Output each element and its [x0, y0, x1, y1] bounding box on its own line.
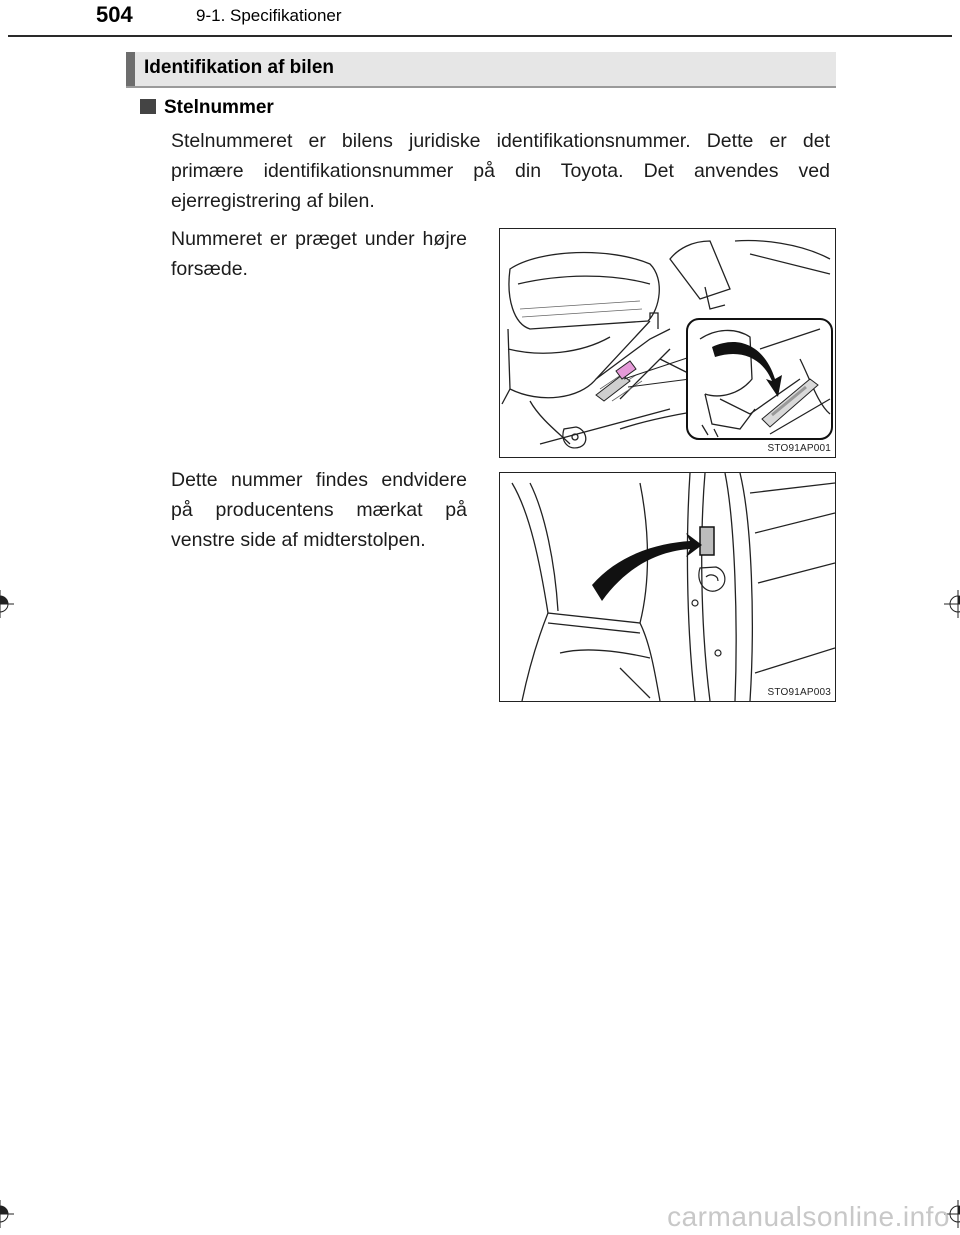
seat-illustration: [500, 229, 835, 457]
section-heading-bar: [126, 52, 836, 88]
registration-mark-icon: [0, 590, 14, 618]
location-paragraph-1: Nummeret er præget under højre forsæde.: [171, 228, 467, 280]
figure-pillar-label: [499, 472, 836, 702]
pillar-illustration: [500, 473, 835, 701]
section-title: 9-1. Specifikationer: [196, 6, 342, 25]
figure-code-2: STO91AP003: [767, 687, 831, 698]
heading-accent: [126, 52, 135, 86]
figure-code-1: STO91AP001: [767, 443, 831, 454]
subheading: [140, 97, 274, 119]
figure-seat-vin: [499, 228, 836, 458]
square-bullet-icon: [140, 99, 156, 114]
manufacturer-label-marker: [700, 527, 714, 555]
header-divider: [8, 35, 952, 37]
location-paragraph-2: Dette nummer findes endvidere på producentens mærkat på venstre side af midterstolpen.: [171, 469, 467, 551]
registration-mark-icon: [944, 590, 960, 618]
page-number: 504: [96, 2, 133, 27]
section-heading: Identifikation af bilen: [144, 57, 335, 78]
subheading-label: Stelnummer: [164, 97, 274, 118]
registration-mark-icon: [0, 1200, 14, 1228]
intro-paragraph: Stelnummeret er bilens juridiske identifikationsnummer. Dette er det primære identifikationsnummer på din Toyota. Det anvendes ved ejerregistrering af bilen.: [171, 130, 830, 212]
watermark: carmanualsonline.info: [667, 1201, 950, 1232]
